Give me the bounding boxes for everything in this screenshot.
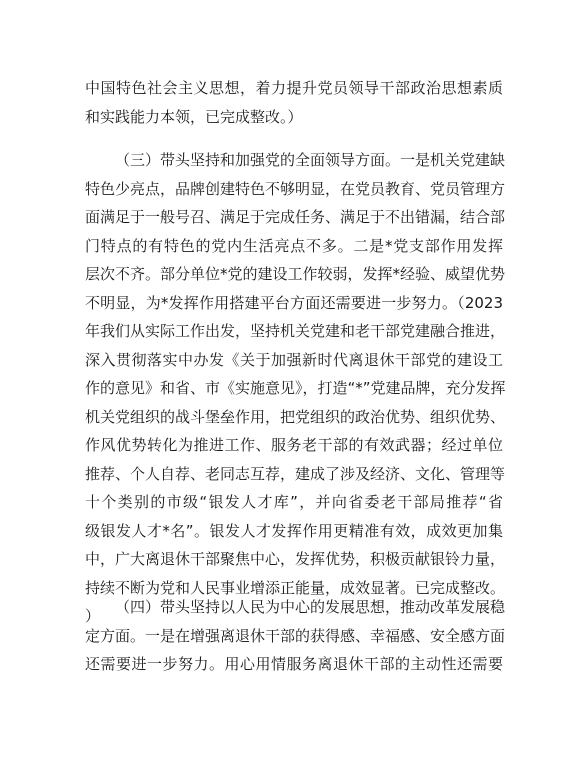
text-line: 深入贯彻落实中办发《关于加强新时代离退休干部党的建设工 [85, 350, 503, 369]
text-line: 十个类别的市级“银发人才库”，并向省委老干部局推荐“省 [85, 493, 503, 511]
text-line: （三）带头坚持和加强党的全面领导方面。一是机关党建缺 [115, 151, 506, 169]
text-line: 作风优势转化为推进工作、服务老干部的有效武器；经过单位 [85, 436, 503, 454]
text-line: 定方面。一是在增强离退休干部的获得感、幸福感、安全感方面 [85, 626, 506, 645]
text-line: 不明显，为*发挥作用搭建平台方面还需要进一步努力。（2023 [85, 293, 503, 312]
paragraph-2 [85, 146, 506, 631]
text-line: 级银发人才*名”。银发人才发挥作用更精准有效，成效更加集 [85, 521, 503, 540]
text-line: 层次不齐。部分单位*党的建设工作较弱，发挥*经验、威望优势 [85, 265, 506, 283]
paragraph-1 [85, 74, 503, 131]
text-line: 和实践能力本领，已完成整改。） [85, 107, 303, 126]
text-line: 中国特色社会主义思想，着力提升党员领导干部政治思想素质 [85, 79, 503, 97]
text-line: 推荐、个人自荐、老同志互荐，建成了涉及经济、文化、管理等 [85, 464, 506, 483]
text-line: 门特点的有特色的党内生活亮点不多。二是*党支部作用发挥 [85, 236, 503, 255]
text-line: 持续不断为党和人民事业增添正能量，成效显著。已完成整改。 [85, 578, 506, 597]
text-line: 机关党组织的战斗堡垒作用，把党组织的政治优势、组织优势、 [85, 407, 506, 426]
paragraph-3 [85, 593, 506, 679]
text-line: 还需要进一步努力。用心用情服务离退休干部的主动性还需要 [85, 655, 503, 673]
text-line: 中，广大离退休干部聚焦中心，发挥优势，积极贡献银铃力量， [85, 550, 506, 568]
text-line: 年我们从实际工作出发，坚持机关党建和老干部党建融合推进， [85, 322, 506, 340]
text-line: 面满足于一般号召、满足于完成任务、满足于不出错漏，结合部 [85, 208, 506, 226]
text-line: （四）带头坚持以人民为中心的发展思想，推动改革发展稳 [115, 598, 506, 616]
text-line: 作的意见》和省、市《实施意见》，打造“*”党建品牌，充分发挥 [85, 379, 506, 397]
text-line: 特色少亮点，品牌创建特色不够明显，在党员教育、党员管理方 [85, 179, 506, 198]
text-line: ） [85, 607, 101, 625]
